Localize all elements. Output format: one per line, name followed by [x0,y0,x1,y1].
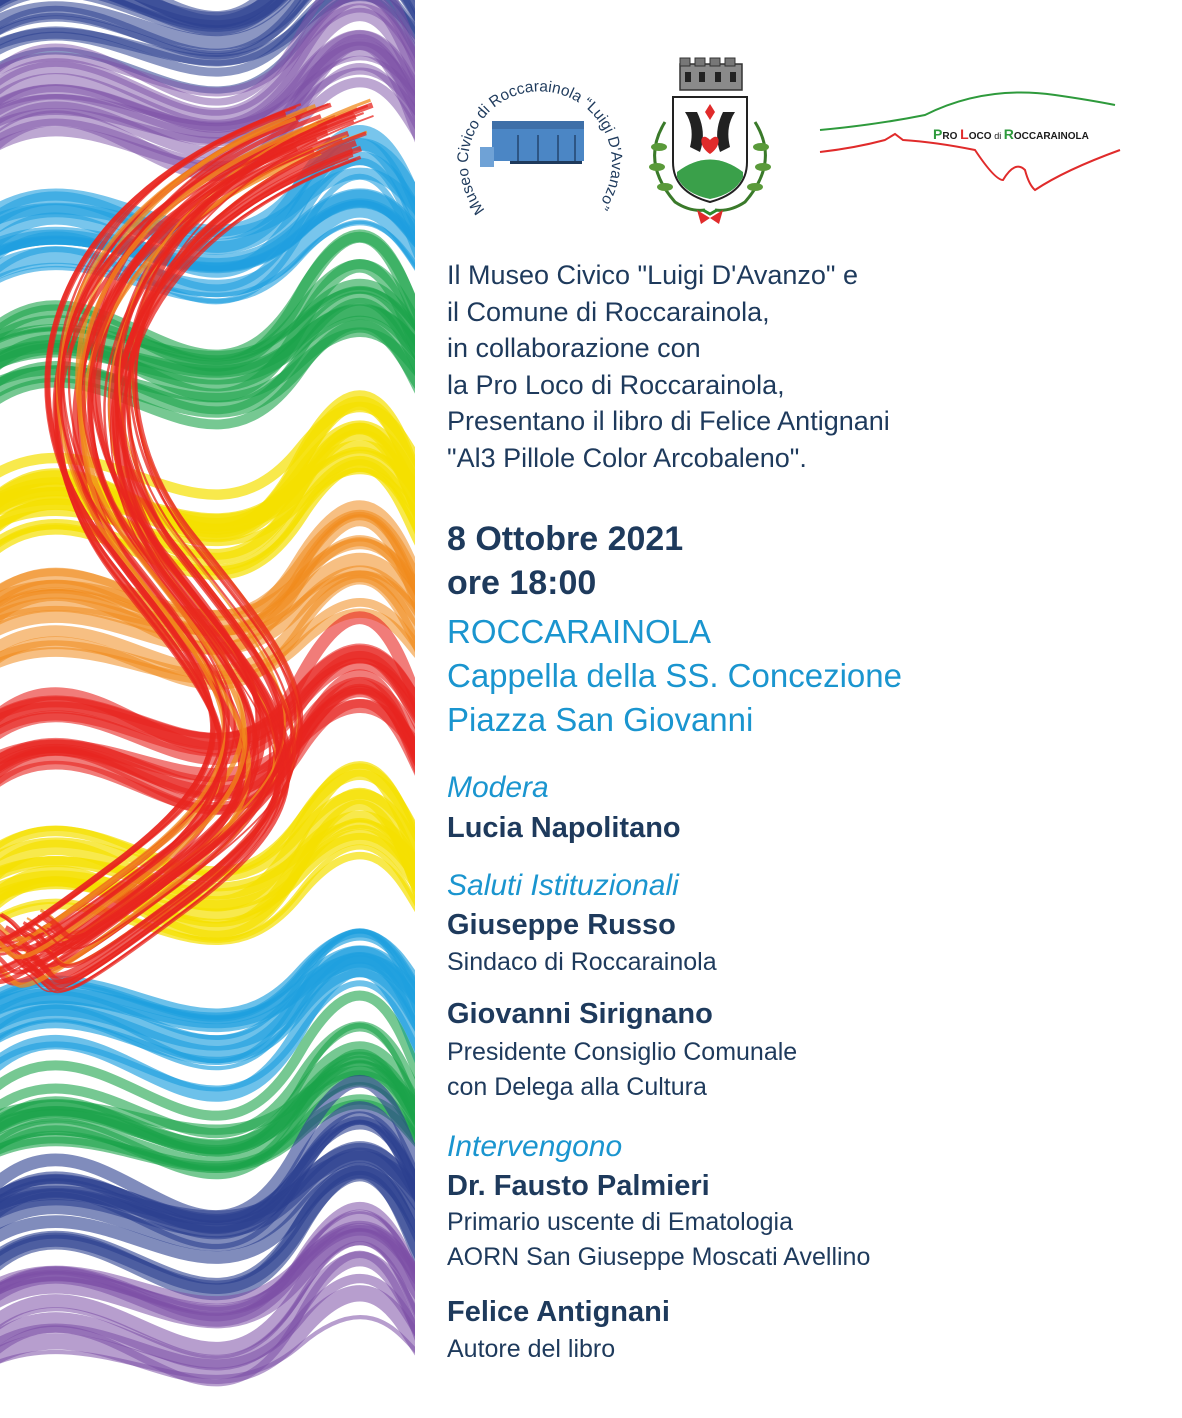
event-date: 8 Ottobre 2021 [447,520,684,558]
event-venue: Cappella della SS. Concezione [447,657,902,694]
moderator-name: Lucia Napolitano [447,812,681,844]
event-square: Piazza San Giovanni [447,701,754,738]
greetings-heading: Saluti Istituzionali [447,869,679,902]
speaker1-role-line2: AORN San Giuseppe Moscati Avellino [447,1243,871,1271]
moderator-heading: Modera [447,771,549,804]
event-time: ore 18:00 [447,564,597,602]
intro-text [447,257,890,476]
greeting2-role-line1: Presidente Consiglio Comunale [447,1038,798,1066]
speaker2-role: Autore del libro [447,1335,616,1363]
speaker2-name: Felice Antignani [447,1296,670,1328]
roccarainola-coat-of-arms-icon [635,52,785,227]
intro-line: in collaborazione con [447,333,701,363]
intro-line: la Pro Loco di Roccarainola, [447,369,785,400]
speaker1-name: Dr. Fausto Palmieri [447,1170,710,1202]
pro-loco-logo [815,90,1130,195]
rainbow-brushstroke-artwork [0,0,415,1418]
intro-line: "Al3 Pillole Color Arcobaleno". [447,442,807,473]
intro-line: Il Museo Civico "Luigi D'Avanzo" e [447,260,859,290]
museo-civico-logo [440,55,625,235]
intro-line: il Comune di Roccarainola, [447,296,770,327]
pro-loco-text: PRO LOCO di ROCCARAINOLA [933,126,1089,142]
event-city: ROCCARAINOLA [447,613,712,650]
speaker1-role-line1: Primario uscente di Ematologia [447,1208,793,1236]
museum-building-icon [480,121,584,167]
greeting1-name: Giuseppe Russo [447,909,676,941]
greeting2-name: Giovanni Sirignano [447,998,713,1030]
museo-logo-text: Museo Civico di Roccarainola “Luigi D'Avanzo” [454,78,625,218]
greeting2-role-line2: con Delega alla Cultura [447,1073,707,1101]
greeting1-role: Sindaco di Roccarainola [447,948,717,976]
intro-line: Presentano il libro di Felice Antignani [447,406,890,436]
speakers-heading: Intervengono [447,1130,623,1163]
